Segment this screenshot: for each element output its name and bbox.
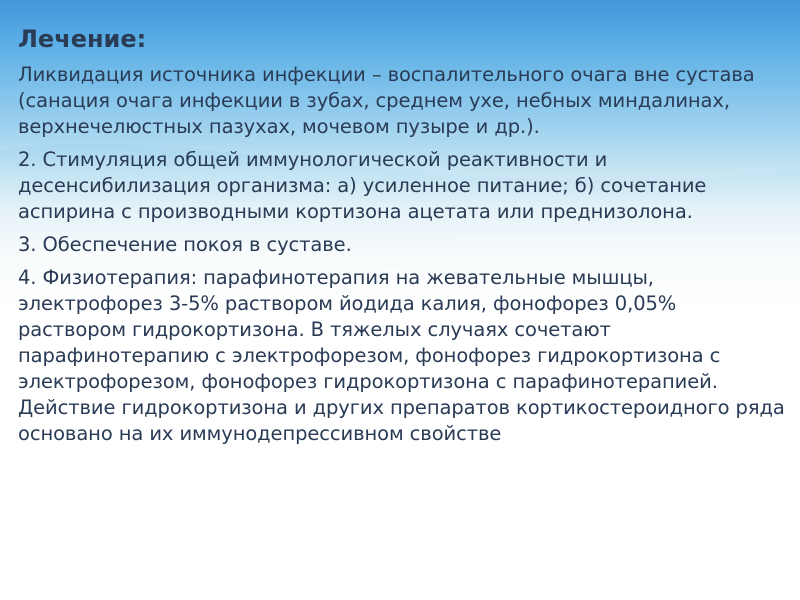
slide-content <box>18 24 788 454</box>
paragraph-joint-rest: 3. Обеспечение покоя в суставе. <box>18 233 352 256</box>
paragraph-physiotherapy: 4. Физиотерапия: парафинотерапия на жевательные мышцы, электрофорез 3-5% раствором йодида калия, фонофорез 0,05% раствором гидрокортизона. В тяжелых случаях сочетают парафинотерапию с электрофорезом, фонофорез гидрокортизона с электрофорезом, фонофорез гидрокортизона с парафинотерапией. Действие гидрокортизона и других препаратов кортикостероидного ряда основано на их иммунодепрессивном свойстве <box>18 266 785 445</box>
paragraph-infection-source: Ликвидация источника инфекции – воспалительного очага вне сустава (санация очага инфекции в зубах, среднем ухе, небных миндалинах, верхнечелюстных пазухах, мочевом пузыре и др.). <box>18 63 755 138</box>
paragraph-immune-stimulation: 2. Стимуляция общей иммунологической реактивности и десенсибилизация организма: а) усиленное питание; б) сочетание аспирина с производными кортизона ацетата или преднизолона. <box>18 148 707 223</box>
slide-title: Лечение: <box>18 25 147 53</box>
